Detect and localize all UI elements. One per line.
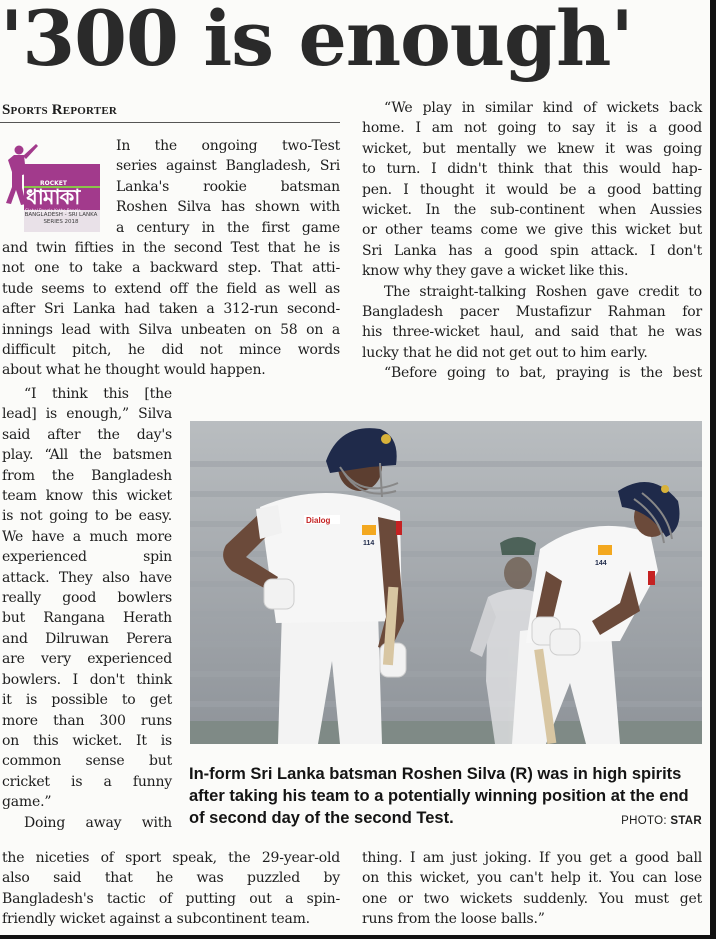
text-line: attack. They also have xyxy=(2,569,172,586)
photo-credit xyxy=(621,815,702,827)
logo-series-line2: SERIES 2018 xyxy=(43,219,79,225)
byline-rule xyxy=(0,122,340,123)
text-line: are very experienced xyxy=(2,651,172,668)
closing-paragraph xyxy=(2,848,340,930)
text-line: innings lead with Silva unbeaten on 58 on a xyxy=(2,321,340,338)
text-line: and Dilruwan Perera xyxy=(2,630,172,647)
logo-brand-text: ROCKET xyxy=(40,180,67,187)
shirt-number-left: 114 xyxy=(363,540,375,547)
text-line: more than 300 runs xyxy=(2,712,172,729)
text-line: lucky that he did not get out to him early. xyxy=(362,344,648,361)
text-line: said after the day's xyxy=(2,426,172,443)
text-line: not one to take a backward step. That atti- xyxy=(2,260,340,277)
logo-script-text: ধামাকা xyxy=(26,185,80,209)
text-line: pen. I thought it would be a good batting xyxy=(362,181,702,198)
text-line: is not going to be easy. xyxy=(2,508,172,525)
logo-tagline: Global Bangla Kotho Bangla xyxy=(25,208,81,213)
match-photo xyxy=(190,421,702,744)
paragraph-continuation xyxy=(2,238,340,381)
photo-credit-source: STAR xyxy=(670,815,702,827)
logo-series-line1: BANGLADESH - SRI LANKA xyxy=(24,212,98,218)
text-line: home. I am not going to say it is a good xyxy=(362,120,702,137)
text-line: and twin fifties in the second Test that he is xyxy=(2,240,340,256)
text-line: also said that he was puzzled by xyxy=(2,870,340,887)
text-line: Lanka's rookie batsman xyxy=(116,178,340,195)
text-line: In the ongoing two-Test xyxy=(116,138,340,154)
match-photo-image xyxy=(190,421,702,744)
text-line: Bangladesh's tactic of putting out a spin- xyxy=(2,890,340,907)
text-line: from the Bangladesh xyxy=(2,467,172,484)
text-line: Sri Lanka has a good spin attack. I don't xyxy=(362,242,702,259)
text-line: Bangladesh pacer Mustafizur Rahman for xyxy=(362,304,702,321)
text-line: on this wicket, you can't help it. You can lose xyxy=(362,870,702,887)
intro-paragraph xyxy=(116,136,340,238)
text-line: game.” xyxy=(2,794,52,811)
text-line: bowlers. I don't think xyxy=(2,671,172,688)
text-line: on this wicket. It is xyxy=(2,732,172,749)
byline: Sports Reporter xyxy=(2,102,117,118)
text-line: to turn. I didn't think that this would hap- xyxy=(362,161,702,178)
text-line: but Rangana Herath xyxy=(2,610,172,627)
text-line: “I think this [the xyxy=(24,386,172,402)
text-line: tude seems to extend off the field as well as xyxy=(2,280,340,297)
text-line: “Before going to bat, praying is the best xyxy=(384,365,702,382)
photo-credit-label: PHOTO: xyxy=(621,815,667,827)
text-line: wicket. In the sub-continent when Aussies xyxy=(362,202,702,219)
shirt-number-right: 144 xyxy=(595,560,607,567)
text-line: play. “All the batsmen xyxy=(2,447,172,464)
column-two-bottom xyxy=(362,848,702,930)
text-line: difficult pitch, he did not mince words xyxy=(2,342,340,359)
text-line: Roshen Silva has shown with xyxy=(116,199,340,216)
text-line: runs from the loose balls.” xyxy=(362,911,545,928)
text-line: The straight-talking Roshen gave credit to xyxy=(384,283,702,300)
text-line: friendly wicket against a subcontinent team. xyxy=(2,911,310,928)
text-line: thing. I am just joking. If you get a good ball xyxy=(362,850,702,866)
photo-caption: In-form Sri Lanka batsman Roshen Silva (R) was in high spirits after taking his team to a potentially winning position at the end of second day of the second Test. xyxy=(189,765,689,827)
text-line: about what he thought would happen. xyxy=(2,362,266,379)
text-line: it is possible to get xyxy=(2,692,172,709)
text-line: or other teams come we give this wicket but xyxy=(362,222,702,239)
article-headline: '300 is enough' xyxy=(0,0,633,83)
text-line: his three-wicket haul, and said that he was xyxy=(362,324,702,341)
text-line: one or two wickets suddenly. You must get xyxy=(362,890,702,907)
text-line: common sense but xyxy=(2,753,172,770)
text-line: wicket, but mentally we knew it was going xyxy=(362,140,702,157)
text-line: We have a much more xyxy=(2,528,172,545)
text-line: the niceties of sport speak, the 29-year-old xyxy=(2,850,340,866)
text-line: cricket is a funny xyxy=(2,773,172,790)
text-line: series against Bangladesh, Sri xyxy=(116,158,340,175)
text-line: team know this wicket xyxy=(2,488,172,505)
ground-strip xyxy=(190,721,702,744)
text-line: lead] is enough,” Silva xyxy=(2,406,172,423)
text-line: after Sri Lanka had taken a 312-run second- xyxy=(2,301,340,318)
text-line: “We play in similar kind of wickets back xyxy=(384,100,702,116)
quote-paragraph xyxy=(2,384,172,833)
page-edge-bottom xyxy=(0,935,716,939)
text-line: experienced spin xyxy=(2,549,172,566)
page-edge-right xyxy=(710,0,716,939)
text-line: a century in the first game xyxy=(116,219,340,236)
text-line: Doing away with xyxy=(24,814,172,831)
column-two-top xyxy=(362,98,702,384)
shirt-sponsor-left: Dialog xyxy=(306,516,331,525)
text-line: really good bowlers xyxy=(2,590,172,607)
text-line: know why they gave a wicket like this. xyxy=(362,263,629,280)
